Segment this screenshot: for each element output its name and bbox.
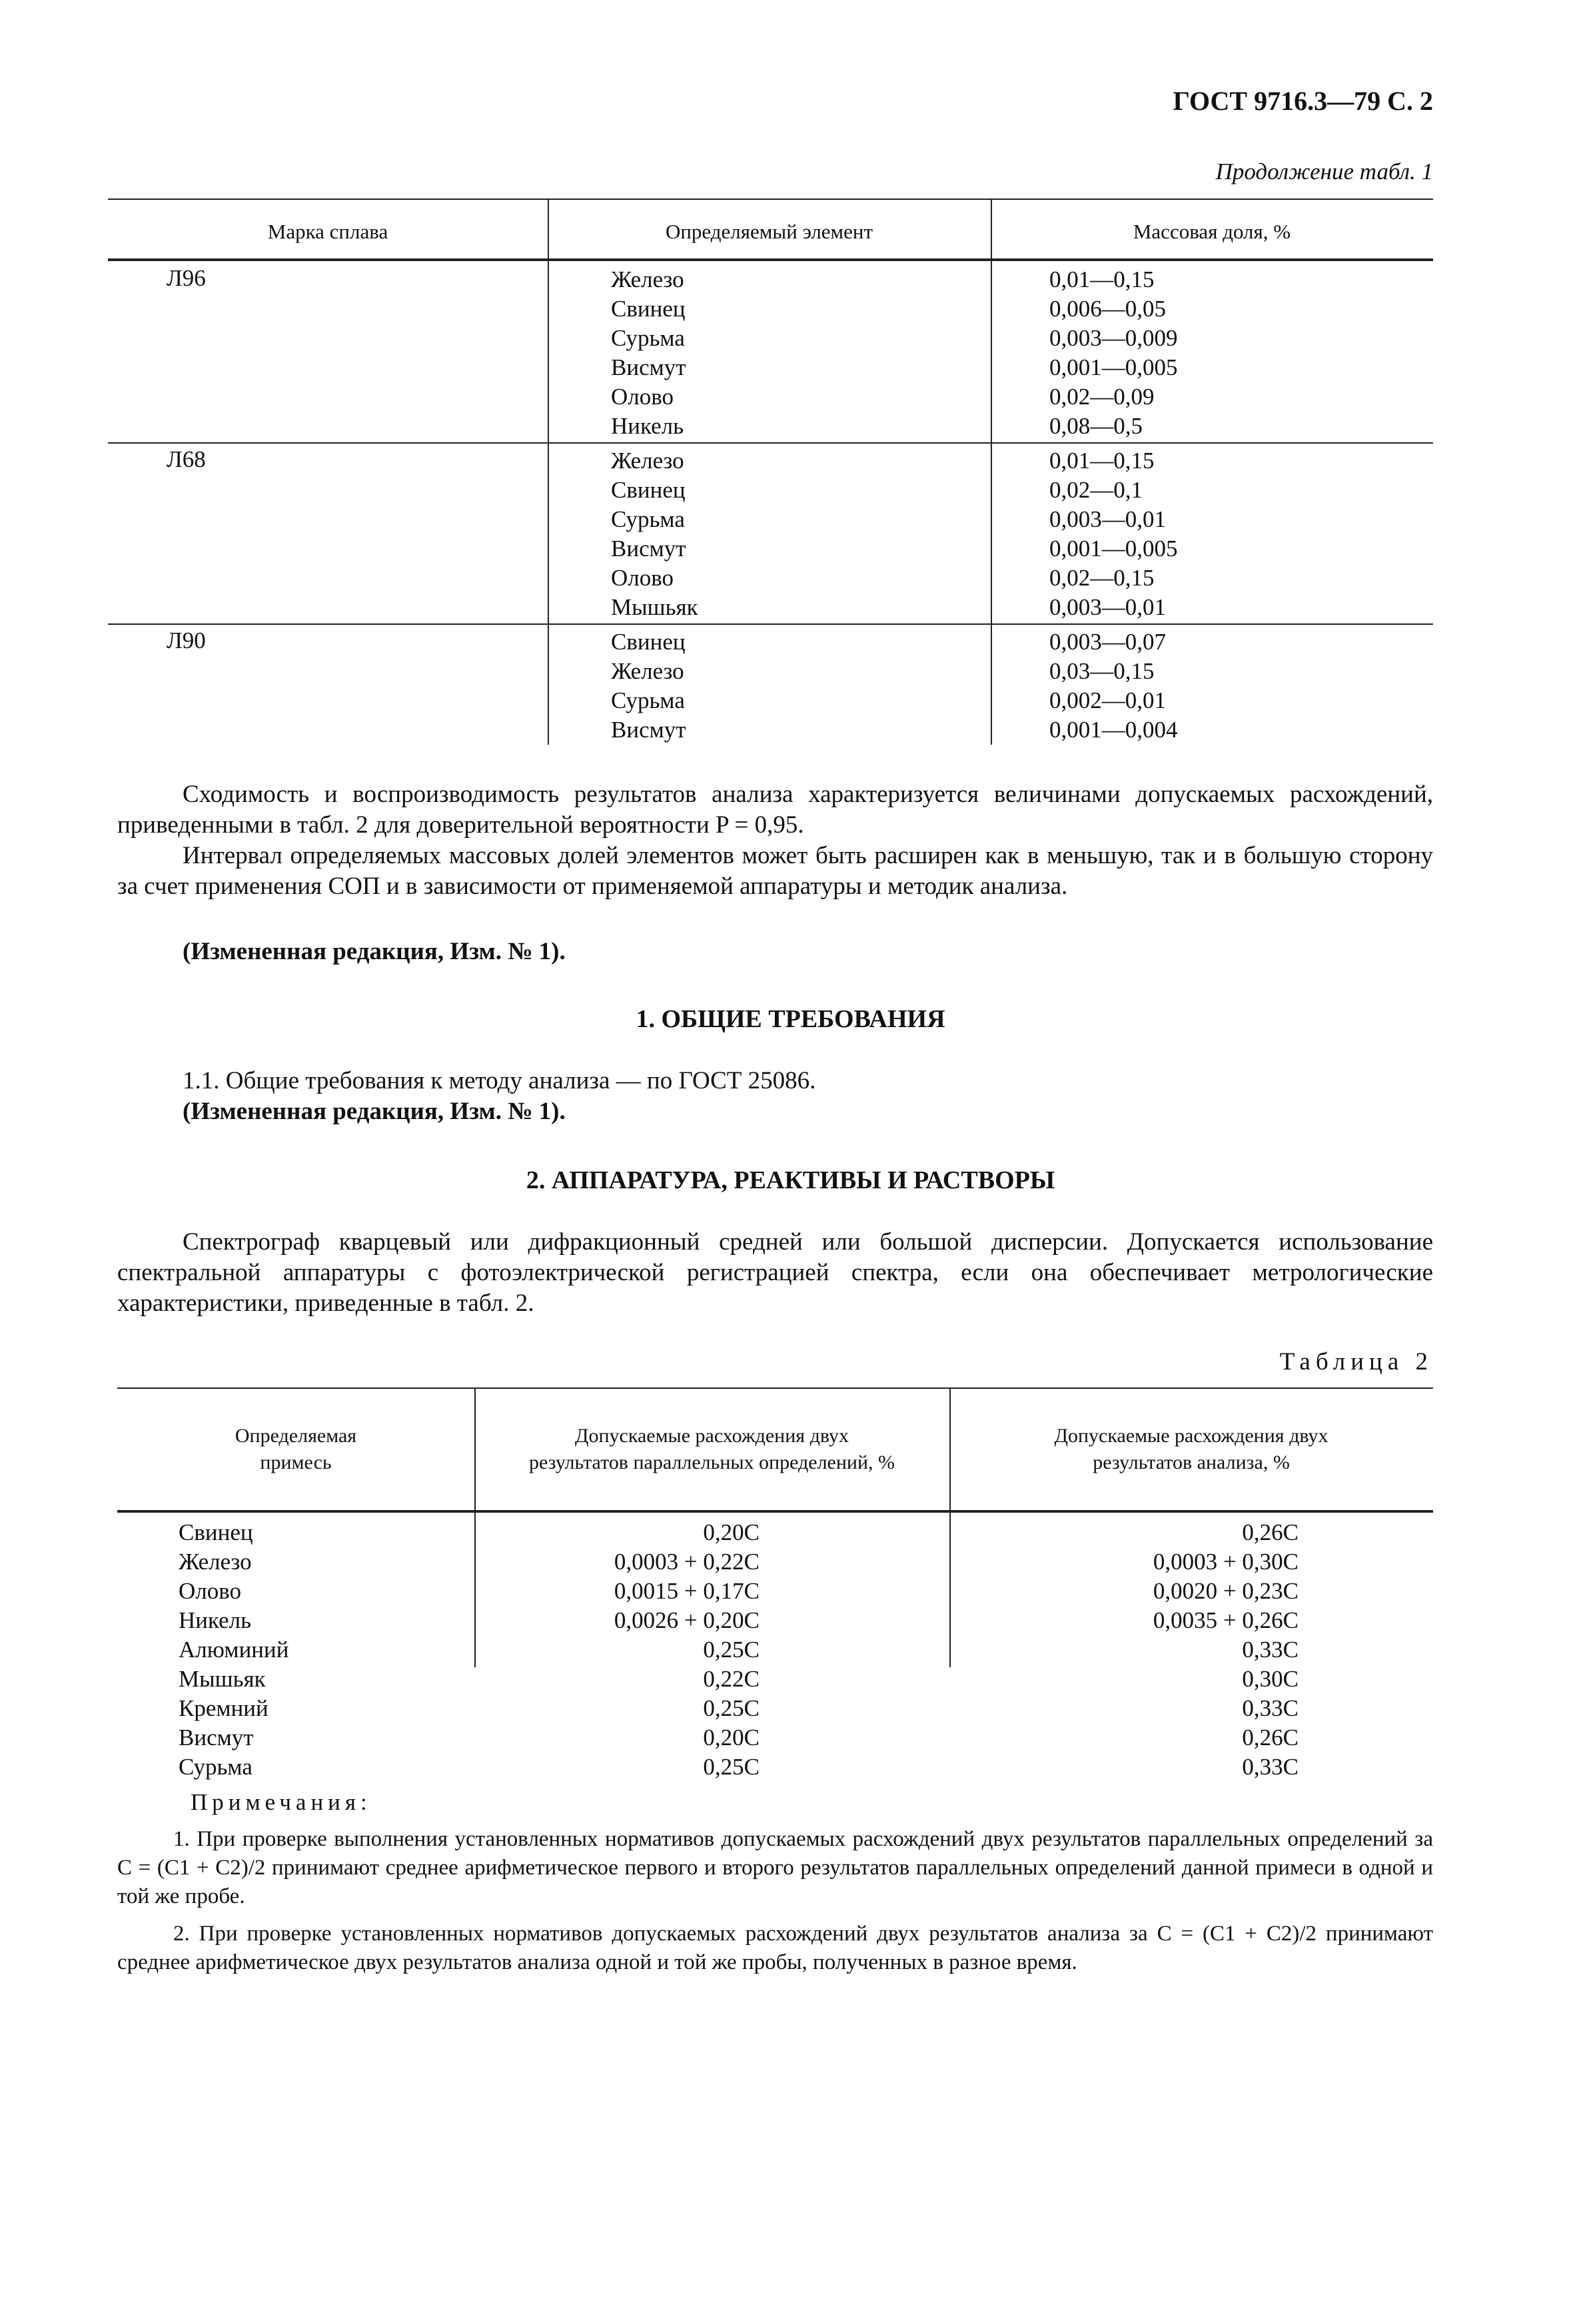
parallel-cell: 0,20C [703,1725,760,1750]
parallel-cell: 0,22C [703,1666,760,1692]
table-1-header-fraction: Массовая доля, % [1133,220,1291,243]
analysis-cell: 0,33C [1242,1695,1299,1721]
parallel-cell: 0,0003 + 0,22C [614,1549,760,1575]
fraction-list: 0,01—0,15 0,006—0,05 0,003—0,009 0,001—0,005 0,02—0,09 0,08—0,5 [1049,266,1178,439]
paragraph-interval [117,841,1433,902]
section-1-text [117,1066,1433,1096]
notes-title: Примечания: [191,1789,372,1815]
table-2-label: Таблица 2 [1279,1348,1433,1375]
table-1-header-grade: Марка сплава [267,220,388,243]
impurity-cell: Никель [179,1607,252,1633]
impurity-cell: Мышьяк [179,1666,266,1692]
table-row [117,1694,1433,1723]
impurity-cell: Висмут [179,1725,254,1750]
table-row [117,1577,1433,1606]
table-1-top-rule [108,198,1433,200]
table-row [117,1723,1433,1752]
table-row [117,1665,1433,1694]
table-2-header-rule [117,1510,1433,1513]
table-row [117,1518,1433,1547]
table-row [117,1606,1433,1635]
section-1-title: 1. ОБЩИЕ ТРЕБОВАНИЯ [636,1005,945,1033]
parallel-cell: 0,25C [703,1754,760,1780]
parallel-cell: 0,25C [703,1637,760,1663]
header-text: Определяемая примесь [235,1425,357,1473]
alloy-grade: Л68 [167,446,206,472]
element-list: Железо Свинец Сурьма Висмут Олово Мышьяк [611,448,698,620]
table-1-group-l90 [108,625,1433,745]
analysis-cell: 0,26C [1242,1725,1299,1750]
table-1-group-l68 [108,444,1433,625]
parallel-cell: 0,20C [703,1519,760,1545]
parallel-cell: 0,0015 + 0,17C [614,1578,760,1604]
analysis-cell: 0,33C [1242,1754,1299,1780]
table-1-header-element: Определяемый элемент [665,220,873,243]
table-2-body [117,1518,1433,1782]
note-text: 2. При проверке установленных нормативов допускаемых расхождений двух результатов анализа за C = (C1 + C2)/2 принимают среднее арифметическое двух результатов анализа одной и той же пробы, полученных в разное время. [117,1922,1433,1974]
table-2-header-impurity [117,1393,474,1506]
table-row [117,1547,1433,1577]
table-2-top-rule [117,1387,1433,1389]
amendment-text: (Измененная редакция, Изм. № 1). [183,938,566,965]
analysis-cell: 0,26C [1242,1519,1299,1545]
analysis-cell: 0,33C [1242,1637,1299,1663]
fraction-list: 0,003—0,07 0,03—0,15 0,002—0,01 0,001—0,004 [1049,629,1178,743]
impurity-cell: Свинец [179,1519,253,1545]
section-2-text [117,1227,1433,1319]
note-2 [117,1920,1433,1977]
impurity-cell: Кремний [179,1695,268,1721]
header-text: Допускаемые расхождения двух результатов анализа, % [1054,1425,1328,1473]
analysis-cell: 0,0020 + 0,23C [1153,1578,1299,1604]
analysis-cell: 0,30C [1242,1666,1299,1692]
paragraph-text: Спектрограф кварцевый или дифракционный средней или большой дисперсии. Допускается использование спектральной аппаратуры с фотоэлектрической регистрацией спектра, если она обеспечивает метрологические характеристики, приведенные в табл. 2. [117,1228,1433,1317]
table-row [117,1752,1433,1782]
impurity-cell: Олово [179,1578,242,1604]
table-2 [117,1387,1433,1787]
amendment-note [117,937,1433,967]
impurity-cell: Сурьма [179,1754,253,1780]
section-2-title: 2. АППАРАТУРА, РЕАКТИВЫ И РАСТВОРЫ [526,1166,1055,1194]
parallel-cell: 0,0026 + 0,20C [614,1607,760,1633]
paragraph-text: Сходимость и воспроизводимость результатов анализа характеризуется величинами допускаемых расхождений, приведенными в табл. 2 для доверительной вероятности P = 0,95. [117,781,1433,839]
note-text: 1. При проверке выполнения установленных нормативов допускаемых расхождений двух результатов параллельных определений за C = (C1 + C2)/2 принимают среднее арифметическое первого и второго результатов параллельных определений данной примеси в одной и той же пробе. [117,1827,1433,1908]
table-2-header-analysis [949,1393,1433,1506]
fraction-list: 0,01—0,15 0,02—0,1 0,003—0,01 0,001—0,005 0,02—0,15 0,003—0,01 [1049,448,1178,620]
alloy-grade: Л96 [167,265,206,291]
table-1-group-l96 [108,262,1433,444]
paragraph-text: 1.1. Общие требования к методу анализа — по ГОСТ 25086. [183,1067,816,1094]
note-1 [117,1825,1433,1911]
paragraph-convergence [117,779,1433,841]
amendment-note [117,1096,1433,1127]
analysis-cell: 0,0035 + 0,26C [1153,1607,1299,1633]
parallel-cell: 0,25C [703,1695,760,1721]
table-2-header-parallel [474,1393,949,1506]
table-continuation-label: Продолжение табл. 1 [1215,159,1433,185]
amendment-text: (Измененная редакция, Изм. № 1). [183,1098,566,1125]
alloy-grade: Л90 [167,627,206,653]
impurity-cell: Алюминий [179,1637,289,1663]
table-1-header-rule [108,258,1433,261]
analysis-cell: 0,0003 + 0,30C [1153,1549,1299,1575]
element-list: Железо Свинец Сурьма Висмут Олово Никель [611,266,686,439]
element-list: Свинец Железо Сурьма Висмут [611,629,686,743]
table-1 [108,198,1433,745]
header-text: Допускаемые расхождения двух результатов параллельных определений, % [528,1425,895,1473]
paragraph-text: Интервал определяемых массовых долей элементов может быть расширен как в меньшую, так и в большую сторону за счет применения СОП и в зависимости от применяемой аппаратуры и методик анализа. [117,842,1433,900]
impurity-cell: Железо [179,1549,252,1575]
table-row [117,1635,1433,1665]
document-reference: ГОСТ 9716.3—79 С. 2 [1173,86,1433,116]
